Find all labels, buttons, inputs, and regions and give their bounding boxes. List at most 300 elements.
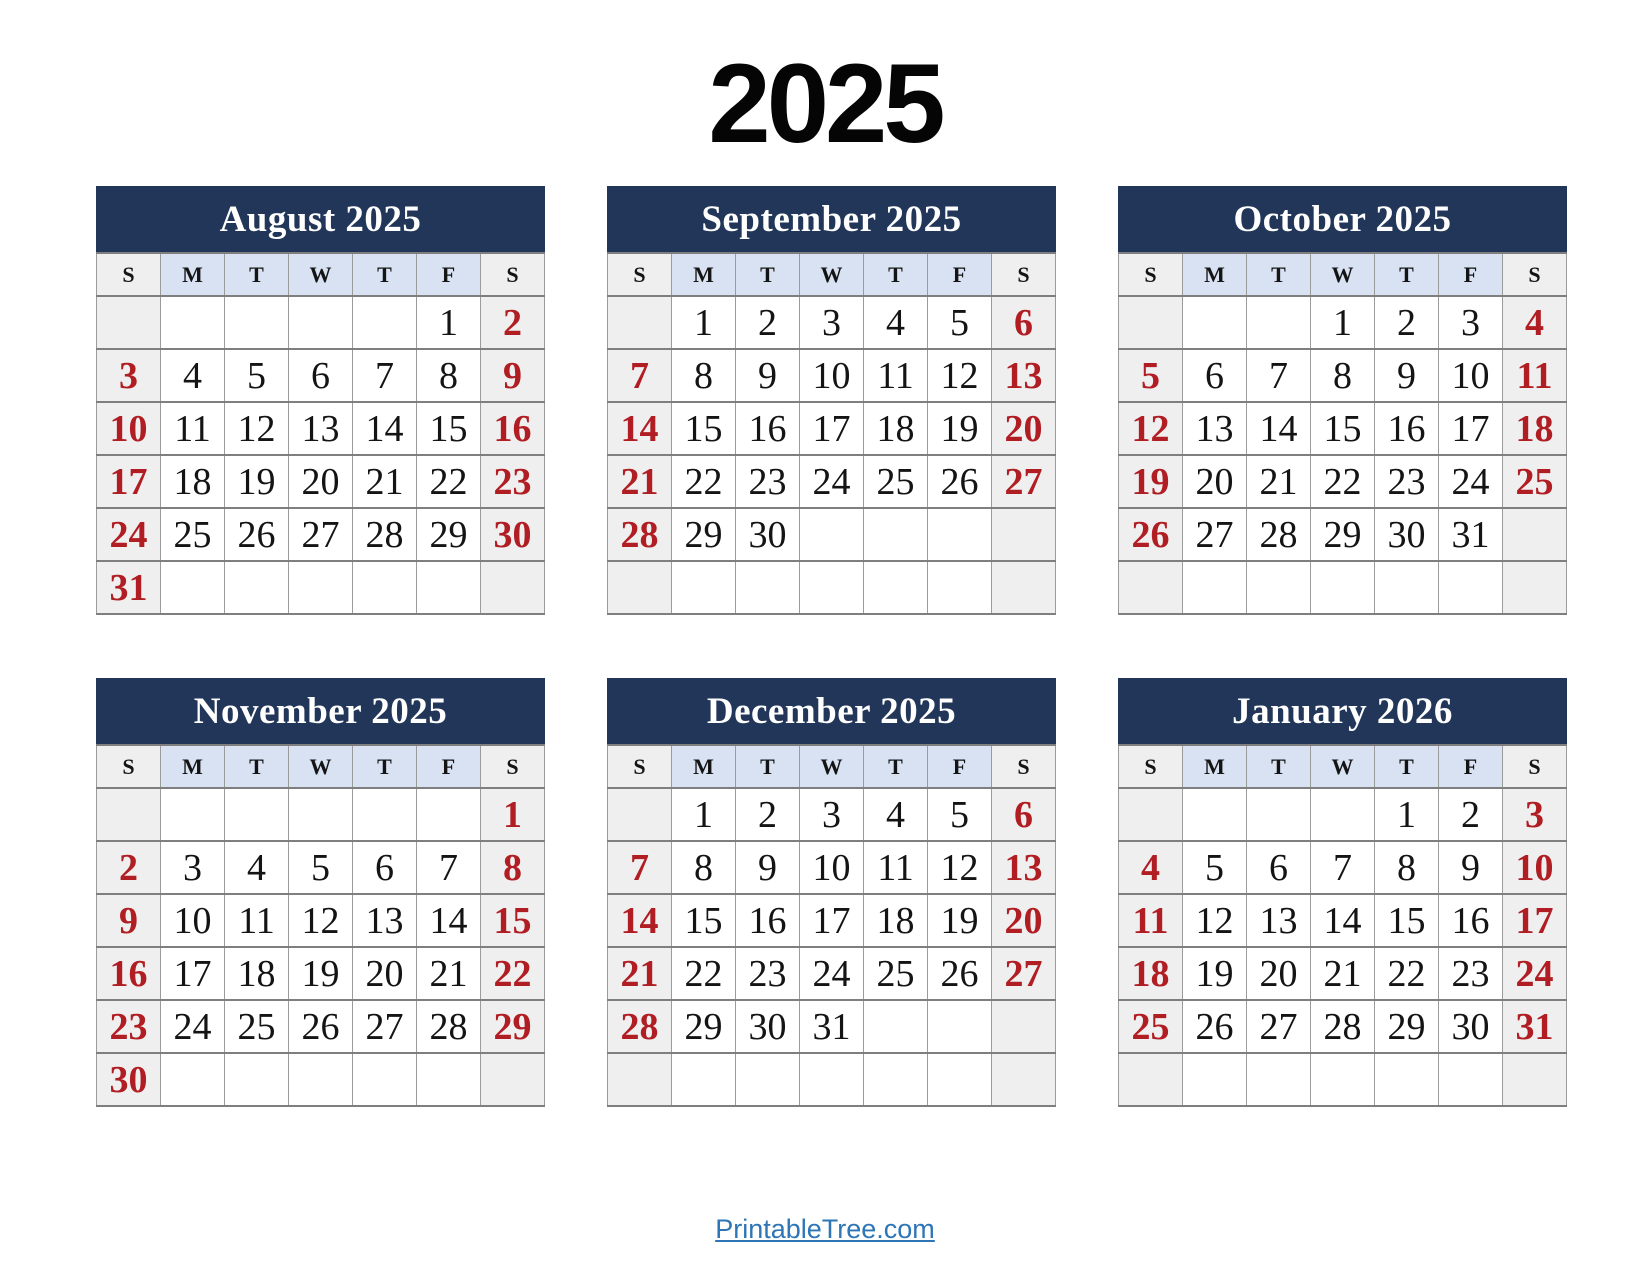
day-cell: 3	[800, 788, 864, 841]
day-cell: 26	[225, 508, 289, 561]
day-cell: 12	[225, 402, 289, 455]
day-cell: 23	[736, 947, 800, 1000]
day-cell: 9	[1439, 841, 1503, 894]
week-row	[97, 841, 545, 894]
day-cell: 10	[800, 841, 864, 894]
weekday-header: T	[225, 745, 289, 788]
day-cell: 9	[736, 841, 800, 894]
day-cell: 30	[736, 508, 800, 561]
day-cell: 18	[161, 455, 225, 508]
weekday-header: S	[992, 253, 1056, 296]
day-cell: 20	[1183, 455, 1247, 508]
day-cell: 28	[608, 1000, 672, 1053]
day-cell: 5	[928, 296, 992, 349]
day-cell	[1375, 1053, 1439, 1106]
day-cell: 17	[97, 455, 161, 508]
calendar-january-2026	[1118, 678, 1567, 1107]
weekday-header: W	[289, 253, 353, 296]
day-cell: 15	[672, 894, 736, 947]
day-cell: 2	[1439, 788, 1503, 841]
day-cell: 21	[1311, 947, 1375, 1000]
day-cell	[736, 561, 800, 614]
day-cell	[481, 1053, 545, 1106]
day-cell: 10	[97, 402, 161, 455]
day-cell: 12	[1119, 402, 1183, 455]
day-cell: 1	[481, 788, 545, 841]
weekday-header: S	[481, 253, 545, 296]
month-table	[607, 252, 1056, 615]
weekday-header: T	[864, 253, 928, 296]
day-cell: 2	[97, 841, 161, 894]
day-cell: 29	[672, 1000, 736, 1053]
day-cell	[1119, 788, 1183, 841]
day-cell: 30	[1375, 508, 1439, 561]
month-title: September 2025	[607, 186, 1056, 252]
weekday-header: S	[608, 253, 672, 296]
day-cell: 29	[417, 508, 481, 561]
calendar-october-2025	[1118, 186, 1567, 615]
weekday-header: F	[928, 253, 992, 296]
day-cell: 6	[1183, 349, 1247, 402]
day-cell	[353, 561, 417, 614]
day-cell: 20	[289, 455, 353, 508]
day-cell: 16	[97, 947, 161, 1000]
day-cell: 2	[481, 296, 545, 349]
week-row	[97, 561, 545, 614]
day-cell: 29	[1375, 1000, 1439, 1053]
day-cell: 15	[1375, 894, 1439, 947]
day-cell: 5	[1183, 841, 1247, 894]
day-cell: 16	[1375, 402, 1439, 455]
weekday-header: S	[1503, 745, 1567, 788]
week-row	[608, 349, 1056, 402]
day-cell: 4	[864, 788, 928, 841]
day-cell	[800, 561, 864, 614]
day-cell	[289, 1053, 353, 1106]
week-row	[608, 947, 1056, 1000]
day-cell: 8	[672, 841, 736, 894]
day-cell: 8	[417, 349, 481, 402]
weekday-header: S	[992, 745, 1056, 788]
day-cell: 30	[481, 508, 545, 561]
day-cell	[289, 561, 353, 614]
day-cell: 22	[417, 455, 481, 508]
day-cell: 9	[1375, 349, 1439, 402]
day-cell: 25	[1119, 1000, 1183, 1053]
week-row	[1119, 788, 1567, 841]
month-title: August 2025	[96, 186, 545, 252]
day-cell	[1183, 1053, 1247, 1106]
day-cell: 29	[1311, 508, 1375, 561]
month-table	[607, 744, 1056, 1107]
weekday-header: M	[1183, 253, 1247, 296]
day-cell: 11	[864, 841, 928, 894]
weekday-header: W	[800, 745, 864, 788]
day-cell: 4	[1503, 296, 1567, 349]
day-cell: 15	[1311, 402, 1375, 455]
day-cell	[928, 1000, 992, 1053]
weekday-header: T	[864, 745, 928, 788]
day-cell	[1183, 788, 1247, 841]
month-table	[1118, 744, 1567, 1107]
day-cell: 23	[97, 1000, 161, 1053]
weekday-header: T	[1375, 253, 1439, 296]
day-cell: 26	[1119, 508, 1183, 561]
calendar-december-2025	[607, 678, 1056, 1107]
day-cell	[417, 1053, 481, 1106]
day-cell: 3	[800, 296, 864, 349]
day-cell: 23	[736, 455, 800, 508]
month-title: November 2025	[96, 678, 545, 744]
day-cell: 22	[1375, 947, 1439, 1000]
day-cell	[1439, 1053, 1503, 1106]
day-cell: 18	[225, 947, 289, 1000]
calendar-grid	[96, 186, 1567, 1107]
week-row	[1119, 349, 1567, 402]
day-cell	[1247, 296, 1311, 349]
day-cell: 10	[1503, 841, 1567, 894]
day-cell: 22	[481, 947, 545, 1000]
month-title: October 2025	[1118, 186, 1567, 252]
day-cell	[161, 561, 225, 614]
day-cell: 24	[1503, 947, 1567, 1000]
week-row	[1119, 402, 1567, 455]
week-row	[97, 296, 545, 349]
weekday-header: F	[417, 745, 481, 788]
week-row	[608, 508, 1056, 561]
day-cell: 21	[417, 947, 481, 1000]
day-cell: 23	[1375, 455, 1439, 508]
day-cell	[1503, 1053, 1567, 1106]
day-cell: 8	[1311, 349, 1375, 402]
weekday-header: W	[289, 745, 353, 788]
day-cell: 22	[672, 455, 736, 508]
day-cell: 10	[161, 894, 225, 947]
day-cell: 11	[1503, 349, 1567, 402]
day-cell	[1119, 561, 1183, 614]
day-cell: 20	[992, 402, 1056, 455]
day-cell: 21	[1247, 455, 1311, 508]
day-cell: 15	[481, 894, 545, 947]
week-row	[608, 788, 1056, 841]
weekday-header: T	[353, 253, 417, 296]
month-table	[96, 744, 545, 1107]
day-cell: 30	[736, 1000, 800, 1053]
day-cell	[992, 1053, 1056, 1106]
week-row	[1119, 1000, 1567, 1053]
day-cell: 1	[672, 788, 736, 841]
day-cell: 30	[1439, 1000, 1503, 1053]
weekday-header: M	[161, 253, 225, 296]
day-cell: 2	[736, 788, 800, 841]
day-cell	[672, 561, 736, 614]
day-cell	[928, 1053, 992, 1106]
day-cell: 10	[800, 349, 864, 402]
weekday-header: M	[161, 745, 225, 788]
day-cell	[1119, 296, 1183, 349]
day-cell	[1247, 1053, 1311, 1106]
day-cell: 17	[800, 402, 864, 455]
weekday-header: F	[417, 253, 481, 296]
day-cell	[481, 561, 545, 614]
day-cell: 11	[1119, 894, 1183, 947]
week-row	[97, 455, 545, 508]
day-cell: 27	[1247, 1000, 1311, 1053]
day-cell: 18	[1119, 947, 1183, 1000]
day-cell: 16	[1439, 894, 1503, 947]
day-cell: 6	[353, 841, 417, 894]
day-cell: 6	[992, 788, 1056, 841]
day-cell: 20	[353, 947, 417, 1000]
weekday-header: S	[97, 745, 161, 788]
day-cell: 4	[225, 841, 289, 894]
weekday-header: T	[736, 253, 800, 296]
weekday-header-row	[97, 253, 545, 296]
footer	[0, 1214, 1650, 1245]
day-cell: 31	[1503, 1000, 1567, 1053]
weekday-header: S	[481, 745, 545, 788]
day-cell	[225, 561, 289, 614]
weekday-header: W	[1311, 253, 1375, 296]
day-cell: 25	[161, 508, 225, 561]
day-cell: 11	[225, 894, 289, 947]
day-cell: 12	[1183, 894, 1247, 947]
day-cell: 13	[289, 402, 353, 455]
week-row	[1119, 841, 1567, 894]
day-cell: 26	[1183, 1000, 1247, 1053]
day-cell: 7	[608, 841, 672, 894]
day-cell: 18	[1503, 402, 1567, 455]
day-cell: 13	[992, 349, 1056, 402]
day-cell	[225, 788, 289, 841]
day-cell	[417, 788, 481, 841]
day-cell: 6	[992, 296, 1056, 349]
footer-link[interactable]: PrintableTree.com	[715, 1214, 935, 1244]
weekday-header: F	[1439, 745, 1503, 788]
day-cell: 5	[225, 349, 289, 402]
day-cell	[864, 508, 928, 561]
day-cell: 24	[97, 508, 161, 561]
weekday-header: M	[672, 253, 736, 296]
day-cell: 27	[353, 1000, 417, 1053]
day-cell: 25	[1503, 455, 1567, 508]
day-cell: 14	[608, 402, 672, 455]
day-cell	[289, 788, 353, 841]
week-row	[1119, 947, 1567, 1000]
day-cell: 19	[225, 455, 289, 508]
day-cell: 12	[928, 841, 992, 894]
week-row	[608, 894, 1056, 947]
day-cell: 7	[1247, 349, 1311, 402]
day-cell: 6	[1247, 841, 1311, 894]
day-cell	[608, 296, 672, 349]
day-cell	[864, 1053, 928, 1106]
day-cell: 13	[992, 841, 1056, 894]
day-cell: 3	[1503, 788, 1567, 841]
day-cell: 28	[353, 508, 417, 561]
weekday-header: T	[1375, 745, 1439, 788]
day-cell: 7	[417, 841, 481, 894]
calendar-august-2025	[96, 186, 545, 615]
day-cell: 19	[1119, 455, 1183, 508]
day-cell: 24	[1439, 455, 1503, 508]
day-cell	[225, 1053, 289, 1106]
day-cell: 7	[608, 349, 672, 402]
day-cell	[161, 1053, 225, 1106]
day-cell: 5	[289, 841, 353, 894]
day-cell: 7	[1311, 841, 1375, 894]
day-cell	[800, 1053, 864, 1106]
week-row	[1119, 508, 1567, 561]
day-cell: 17	[161, 947, 225, 1000]
day-cell: 14	[417, 894, 481, 947]
day-cell: 21	[608, 947, 672, 1000]
day-cell: 28	[1247, 508, 1311, 561]
weekday-header: F	[928, 745, 992, 788]
week-row	[97, 508, 545, 561]
day-cell: 3	[97, 349, 161, 402]
day-cell	[864, 561, 928, 614]
day-cell	[161, 296, 225, 349]
day-cell: 27	[1183, 508, 1247, 561]
month-table	[96, 252, 545, 615]
day-cell: 11	[864, 349, 928, 402]
day-cell	[992, 508, 1056, 561]
day-cell	[1119, 1053, 1183, 1106]
weekday-header-row	[97, 745, 545, 788]
day-cell	[1183, 561, 1247, 614]
day-cell: 27	[289, 508, 353, 561]
day-cell: 26	[928, 947, 992, 1000]
day-cell: 24	[800, 947, 864, 1000]
day-cell: 25	[864, 455, 928, 508]
day-cell	[353, 296, 417, 349]
day-cell	[608, 788, 672, 841]
day-cell: 15	[417, 402, 481, 455]
day-cell: 14	[608, 894, 672, 947]
day-cell: 8	[481, 841, 545, 894]
week-row	[1119, 894, 1567, 947]
day-cell: 2	[736, 296, 800, 349]
month-title: December 2025	[607, 678, 1056, 744]
day-cell: 19	[289, 947, 353, 1000]
day-cell: 9	[736, 349, 800, 402]
weekday-header: M	[672, 745, 736, 788]
day-cell	[161, 788, 225, 841]
year-title: 2025	[708, 41, 942, 166]
week-row	[608, 455, 1056, 508]
day-cell	[800, 508, 864, 561]
day-cell: 22	[1311, 455, 1375, 508]
day-cell: 13	[353, 894, 417, 947]
day-cell: 1	[672, 296, 736, 349]
month-table	[1118, 252, 1567, 615]
week-row	[97, 894, 545, 947]
day-cell: 19	[928, 894, 992, 947]
weekday-header: F	[1439, 253, 1503, 296]
weekday-header: T	[225, 253, 289, 296]
day-cell: 17	[1439, 402, 1503, 455]
week-row	[97, 788, 545, 841]
day-cell: 5	[928, 788, 992, 841]
day-cell: 11	[161, 402, 225, 455]
day-cell: 8	[672, 349, 736, 402]
day-cell: 25	[225, 1000, 289, 1053]
week-row	[608, 561, 1056, 614]
week-row	[1119, 1053, 1567, 1106]
day-cell: 16	[481, 402, 545, 455]
week-row	[97, 402, 545, 455]
day-cell	[1439, 561, 1503, 614]
day-cell	[992, 561, 1056, 614]
day-cell: 16	[736, 894, 800, 947]
day-cell: 28	[1311, 1000, 1375, 1053]
weekday-header-row	[1119, 253, 1567, 296]
day-cell	[928, 561, 992, 614]
weekday-header: T	[353, 745, 417, 788]
day-cell	[608, 1053, 672, 1106]
day-cell: 31	[1439, 508, 1503, 561]
calendar-september-2025	[607, 186, 1056, 615]
day-cell	[1183, 296, 1247, 349]
day-cell: 4	[161, 349, 225, 402]
day-cell	[97, 788, 161, 841]
day-cell: 28	[608, 508, 672, 561]
day-cell	[1311, 788, 1375, 841]
day-cell: 5	[1119, 349, 1183, 402]
day-cell	[289, 296, 353, 349]
week-row	[97, 349, 545, 402]
day-cell	[97, 296, 161, 349]
day-cell: 6	[289, 349, 353, 402]
day-cell: 24	[800, 455, 864, 508]
weekday-header: S	[1119, 745, 1183, 788]
calendar-november-2025	[96, 678, 545, 1107]
day-cell: 4	[1119, 841, 1183, 894]
day-cell: 13	[1247, 894, 1311, 947]
day-cell	[1311, 561, 1375, 614]
day-cell: 30	[97, 1053, 161, 1106]
week-row	[97, 1053, 545, 1106]
week-row	[608, 402, 1056, 455]
day-cell: 31	[97, 561, 161, 614]
day-cell: 1	[417, 296, 481, 349]
week-row	[97, 1000, 545, 1053]
day-cell	[992, 1000, 1056, 1053]
day-cell: 31	[800, 1000, 864, 1053]
day-cell	[672, 1053, 736, 1106]
week-row	[97, 947, 545, 1000]
day-cell: 17	[800, 894, 864, 947]
day-cell: 13	[1183, 402, 1247, 455]
day-cell: 1	[1375, 788, 1439, 841]
day-cell: 14	[1311, 894, 1375, 947]
day-cell: 4	[864, 296, 928, 349]
day-cell	[353, 1053, 417, 1106]
day-cell: 28	[417, 1000, 481, 1053]
day-cell: 8	[1375, 841, 1439, 894]
weekday-header: T	[736, 745, 800, 788]
week-row	[608, 1000, 1056, 1053]
weekday-header: W	[1311, 745, 1375, 788]
day-cell: 12	[928, 349, 992, 402]
day-cell: 17	[1503, 894, 1567, 947]
day-cell: 20	[992, 894, 1056, 947]
week-row	[1119, 455, 1567, 508]
day-cell: 26	[289, 1000, 353, 1053]
weekday-header: S	[1119, 253, 1183, 296]
day-cell	[736, 1053, 800, 1106]
